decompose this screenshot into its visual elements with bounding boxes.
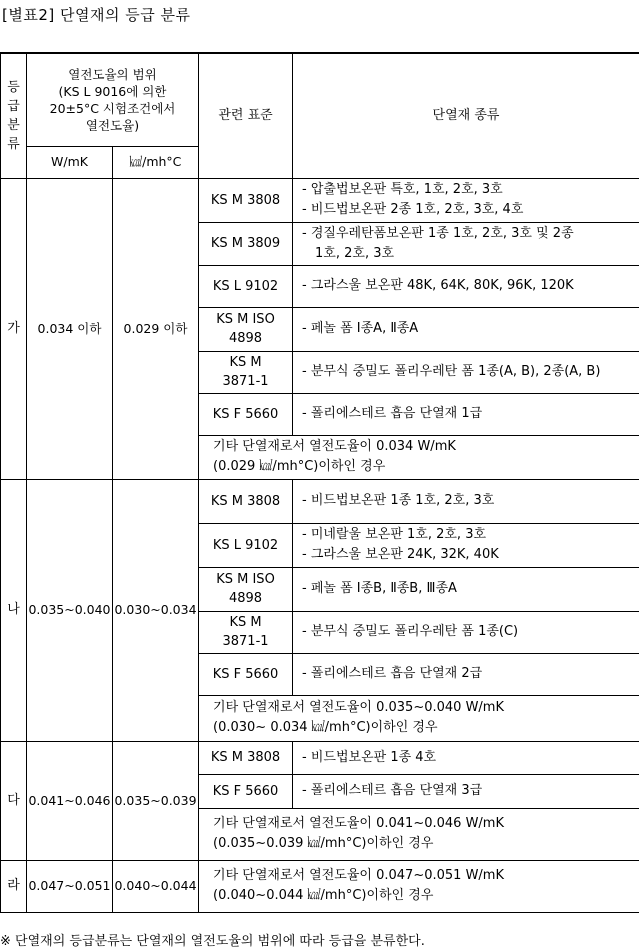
table-row [1,741,639,774]
types-header: 단열재 종류 [293,53,639,178]
types-cell: - 페놀 폼 Ⅰ종A, Ⅱ종A [293,307,639,351]
standard-cell: KS L 9102 [199,265,293,307]
footnote: ※ 단열재의 등급분류는 단열재의 열전도율의 범위에 따라 등급을 분류한다. [0,930,425,949]
types-cell: - 미네랄울 보온판 1호, 2호, 3호 - 그라스울 보온판 24K, 32K, 40K [293,523,639,567]
other-insulation-cell: 기타 단열재로서 열전도율이 0.047~0.051 W/mK (0.040~0.044 ㎉/mh°C)이하인 경우 [199,860,639,912]
unit-wmk-header: W/mK [27,146,113,178]
types-cell: - 경질우레탄폼보온판 1종 1호, 2호, 3호 및 2종 1호, 2호, 3호 [293,222,639,265]
grade-da: 다 [1,741,27,860]
other-insulation-cell: 기타 단열재로서 열전도율이 0.041~0.046 W/mK (0.035~0.039 ㎉/mh°C)이하인 경우 [199,808,639,860]
other-insulation-cell: 기타 단열재로서 열전도율이 0.034 W/mK (0.029 ㎉/mh°C)이하인 경우 [199,435,639,479]
standard-cell: KS M 3808 [199,178,293,222]
range-wmk: 0.034 이하 [27,178,113,479]
grade-ga: 가 [1,178,27,479]
page-title: [별표2] 단열재의 등급 분류 [2,4,190,25]
unit-kcal-header: ㎉/mh°C [113,146,199,178]
table-row [1,178,639,222]
types-cell: - 분무식 중밀도 폴리우레탄 폼 1종(C) [293,611,639,653]
standard-cell: KS M 3871-1 [199,351,293,393]
types-cell: - 페놀 폼 Ⅰ종B, Ⅱ종B, Ⅲ종A [293,567,639,611]
standard-cell: KS M 3871-1 [199,611,293,653]
range-kcal: 0.030~0.034 [113,479,199,741]
types-cell: - 폴리에스테르 흡음 단열재 3급 [293,774,639,808]
table-row [1,479,639,523]
standard-cell: KS F 5660 [199,653,293,695]
standard-cell: KS M 3809 [199,222,293,265]
range-kcal: 0.029 이하 [113,178,199,479]
types-cell: - 비드법보온판 1종 4호 [293,741,639,774]
types-cell: - 압출법보온판 특호, 1호, 2호, 3호 - 비드법보온판 2종 1호, 2호, 3호, 4호 [293,178,639,222]
conductivity-range-header: 열전도율의 범위 (KS L 9016에 의한 20±5°C 시험조건에서 열전도율) [27,53,199,146]
range-kcal: 0.040~0.044 [113,860,199,912]
other-insulation-cell: 기타 단열재로서 열전도율이 0.035~0.040 W/mK (0.030~ 0.034 ㎉/mh°C)이하인 경우 [199,695,639,741]
grade-header: 등 급 분 류 [1,53,27,178]
types-cell: - 그라스울 보온판 48K, 64K, 80K, 96K, 120K [293,265,639,307]
types-cell: - 비드법보온판 1종 1호, 2호, 3호 [293,479,639,523]
insulation-grade-table [0,52,639,913]
range-wmk: 0.035~0.040 [27,479,113,741]
standard-cell: KS L 9102 [199,523,293,567]
range-wmk: 0.041~0.046 [27,741,113,860]
range-kcal: 0.035~0.039 [113,741,199,860]
range-wmk: 0.047~0.051 [27,860,113,912]
types-cell: - 폴리에스테르 흡음 단열재 2급 [293,653,639,695]
standard-cell: KS M 3808 [199,741,293,774]
standard-cell: KS M 3808 [199,479,293,523]
standard-cell: KS M ISO 4898 [199,567,293,611]
standard-header: 관련 표준 [199,53,293,178]
table-row [1,860,639,912]
types-cell: - 폴리에스테르 흡음 단열재 1급 [293,393,639,435]
standard-cell: KS M ISO 4898 [199,307,293,351]
grade-na: 나 [1,479,27,741]
standard-cell: KS F 5660 [199,393,293,435]
types-cell: - 분무식 중밀도 폴리우레탄 폼 1종(A, B), 2종(A, B) [293,351,639,393]
grade-ra: 라 [1,860,27,912]
standard-cell: KS F 5660 [199,774,293,808]
